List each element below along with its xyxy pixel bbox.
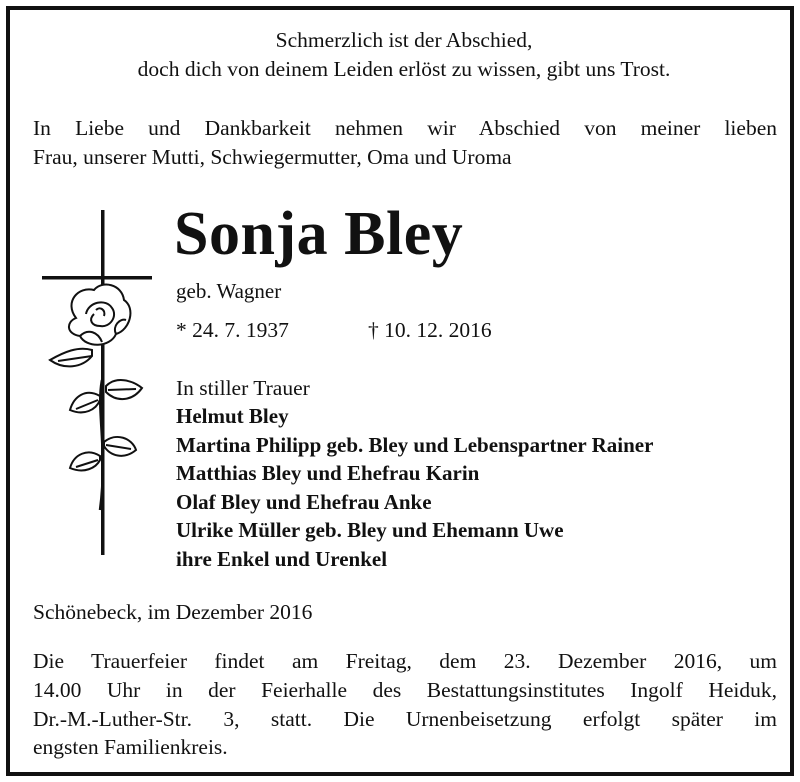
ceremony-notice <box>33 647 777 762</box>
intro-line-1: In Liebe und Dankbarkeit nehmen wir Abschied von meiner lieben <box>33 116 777 140</box>
deceased-name: Sonja Bley <box>174 200 464 268</box>
ceremony-line: Die Trauerfeier findet am Freitag, dem 23. Dezember 2016, um <box>33 649 777 673</box>
ceremony-line: 14.00 Uhr in der Feierhalle des Bestattungsinstitutes Ingolf Heiduk, <box>33 677 777 702</box>
cross-rose-icon <box>36 210 156 560</box>
birth-date: * 24. 7. 1937 <box>176 318 289 342</box>
death-date: † 10. 12. 2016 <box>368 318 492 342</box>
intro-line-2: Frau, unserer Mutti, Schwiegermutter, Oma und Uroma <box>33 145 512 169</box>
mourner-line: ihre Enkel und Urenkel <box>176 546 388 571</box>
mourner-line: Helmut Bley <box>176 404 289 428</box>
mourning-label: In stiller Trauer <box>176 376 310 400</box>
obituary-frame <box>6 6 794 776</box>
mourners-list <box>176 402 653 574</box>
mourner-line: Martina Philipp geb. Bley und Lebenspartner Rainer <box>176 432 654 457</box>
mourner-line: Ulrike Müller geb. Bley und Ehemann Uwe <box>176 518 564 543</box>
ceremony-line: Dr.-M.-Luther-Str. 3, statt. Die Urnenbeisetzung erfolgt später im <box>33 706 777 731</box>
mourner-line: Matthias Bley und Ehefrau Karin <box>176 461 480 486</box>
mourner-line: Olaf Bley und Ehefrau Anke <box>176 489 432 514</box>
ceremony-line: engsten Familienkreis. <box>33 735 228 760</box>
motto-line-2: doch dich von deinem Leiden erlöst zu wissen, gibt uns Trost. <box>137 57 671 81</box>
maiden-name: geb. Wagner <box>176 279 282 303</box>
motto-line-1: Schmerzlich ist der Abschied, <box>275 28 533 52</box>
place-date: Schönebeck, im Dezember 2016 <box>33 600 313 624</box>
